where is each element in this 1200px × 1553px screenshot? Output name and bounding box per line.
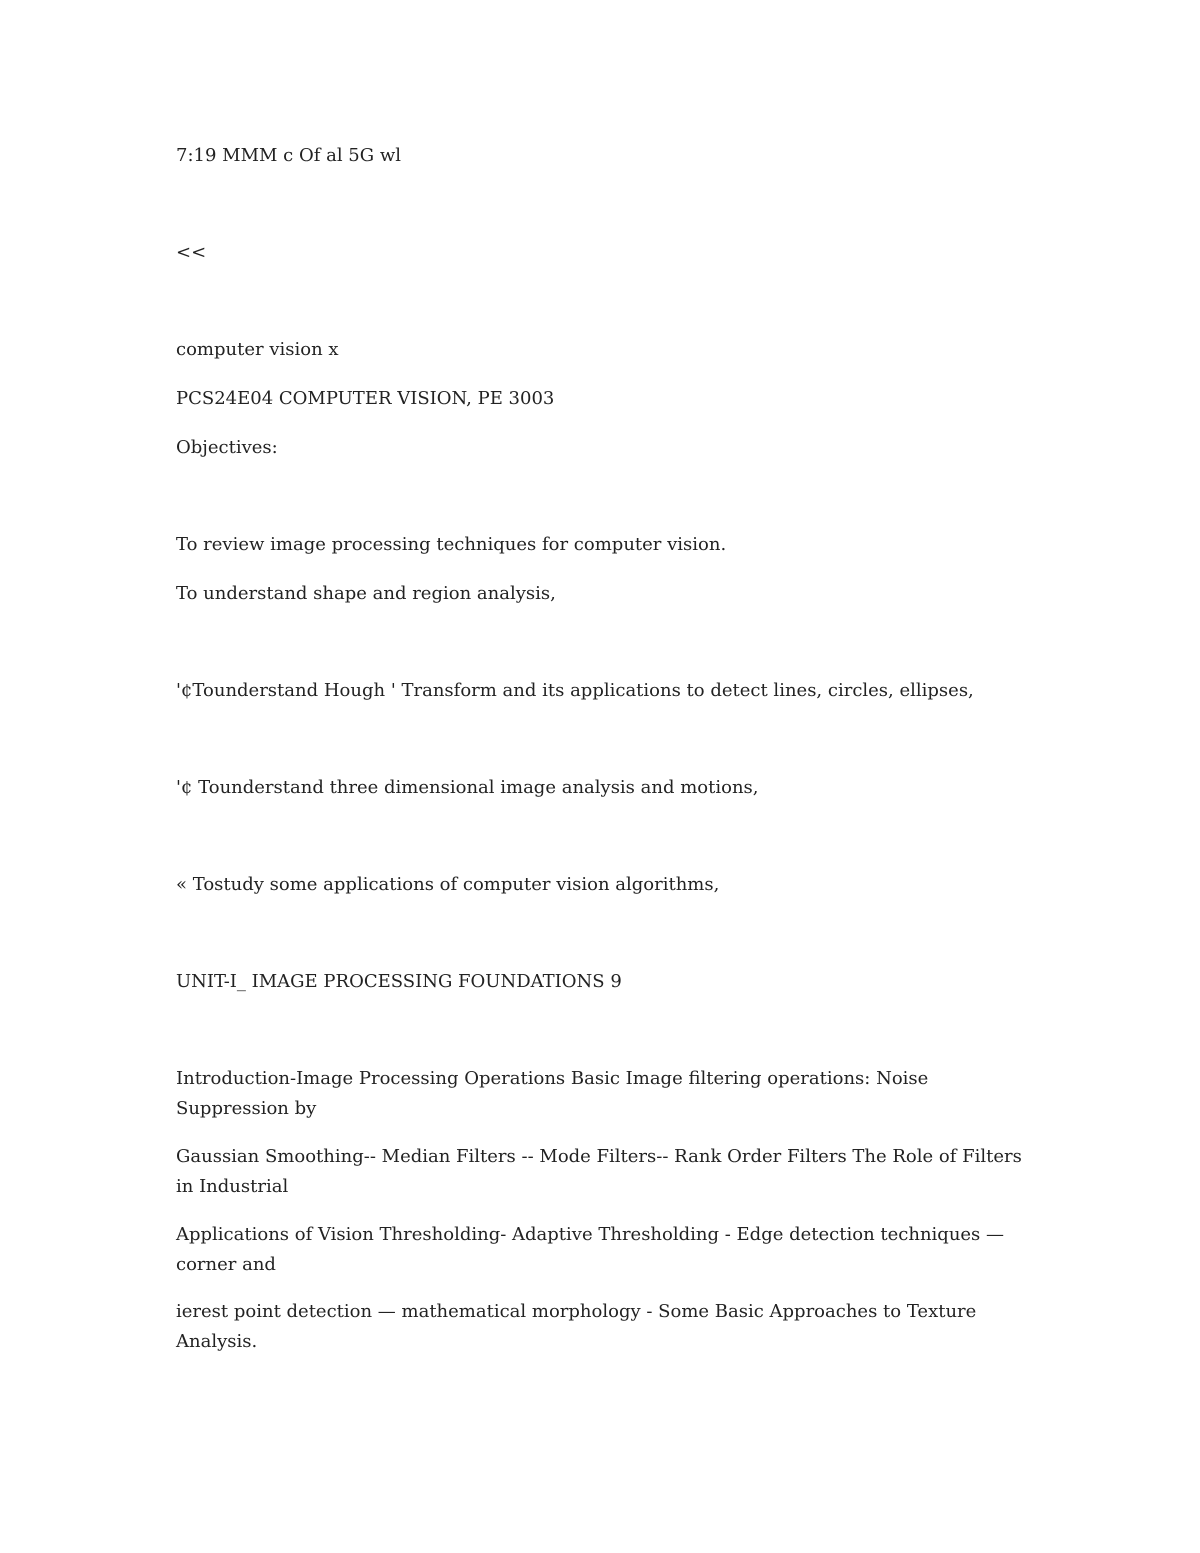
unit-paragraph: Applications of Vision Thresholding- Adaptive Thresholding - Edge detection techniques — corner and: [176, 1224, 1005, 1275]
unit-heading: UNIT-I_ IMAGE PROCESSING FOUNDATIONS 9: [176, 971, 622, 992]
search-title: computer vision x: [176, 339, 339, 360]
objective-item: '¢Tounderstand Hough ' Transform and its applications to detect lines, circles, ellipses,: [176, 680, 974, 701]
unit-paragraph: Gaussian Smoothing-- Median Filters -- Mode Filters-- Rank Order Filters The Role of Filters in Industrial: [176, 1146, 1022, 1197]
objective-item: « Tostudy some applications of computer vision algorithms,: [176, 874, 720, 895]
objectives-label: Objectives:: [176, 437, 278, 458]
unit-paragraph: ierest point detection — mathematical morphology - Some Basic Approaches to Texture Analysis.: [176, 1301, 977, 1352]
unit-paragraph: Introduction-Image Processing Operations Basic Image filtering operations: Noise Suppression by: [176, 1068, 929, 1119]
back-marker: <<: [176, 242, 207, 263]
objective-item: '¢ Tounderstand three dimensional image analysis and motions,: [176, 777, 759, 798]
status-line: 7:19 MMM c Of al 5G wl: [176, 145, 402, 166]
objective-item: To understand shape and region analysis,: [176, 583, 556, 604]
course-heading: PCS24E04 COMPUTER VISION, PE 3003: [176, 388, 555, 409]
objective-item: To review image processing techniques for computer vision.: [176, 534, 727, 555]
